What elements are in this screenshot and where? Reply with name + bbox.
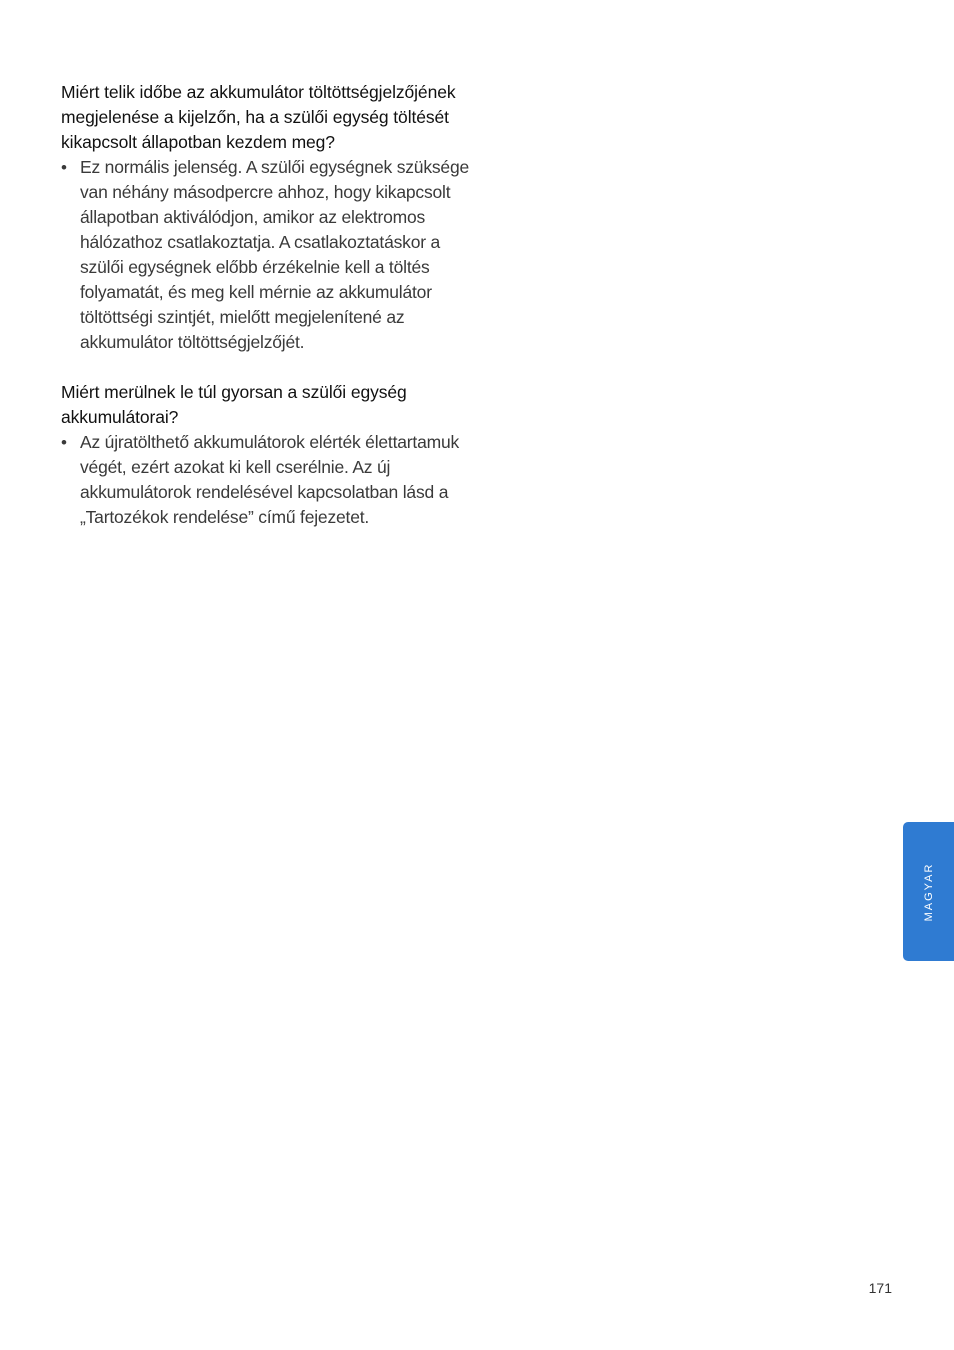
page-number: 171 [868,1280,892,1296]
faq-item-battery-drain [61,380,481,530]
faq-answer-text: Az újratölthető akkumulátorok elérték élettartamuk végét, ezért azokat ki kell cserélnie. Az új akkumulátorok rendelésével kapcsolatban lásd a „Tartozékok rendelése” című fejezetet. [80,432,460,527]
bullet-icon: • [61,158,67,177]
faq-content [61,80,481,555]
faq-answer [61,430,481,530]
faq-item-charging-indicator [61,80,481,355]
faq-question: Miért telik időbe az akkumulátor töltöttségjelzőjének megjelenése a kijelzőn, ha a szülői egység töltését kikapcsolt állapotban kezdem meg? [61,82,456,152]
faq-answer-list [61,155,481,355]
faq-answer-text: Ez normális jelenség. A szülői egységnek szüksége van néhány másodpercre ahhoz, hogy kikapcsolt állapotban aktiválódjon, amikor az elektromos hálózathoz csatlakoztatja. A csatlakoztatáskor a szülői egységnek előbb érzékelnie kell a töltés folyamatát, és meg kell mérnie az akkumulátor töltöttségi szintjét, mielőtt megjelenítené az akkumulátor töltöttségjelzőjét. [80,157,470,352]
faq-answer-list [61,430,481,530]
faq-answer [61,155,481,355]
faq-question: Miért merülnek le túl gyorsan a szülői egység akkumulátorai? [61,382,407,427]
language-tab-label: MAGYAR [922,862,935,921]
language-side-tab [903,822,954,961]
bullet-icon: • [61,433,67,452]
